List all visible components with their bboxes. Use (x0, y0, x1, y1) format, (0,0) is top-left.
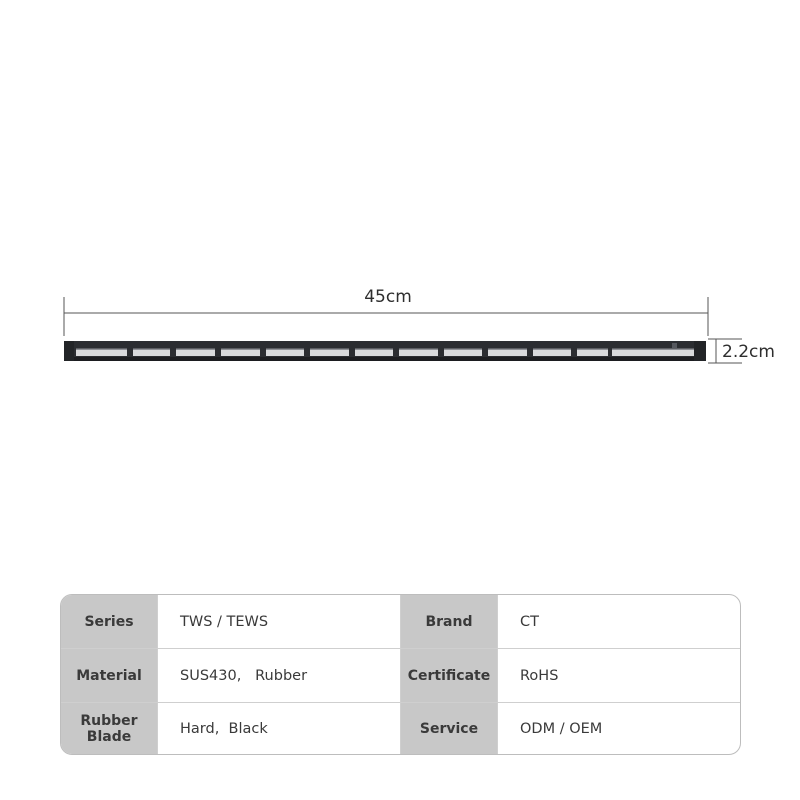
spec-value-certificate: RoHS (498, 649, 740, 703)
spec-label-rubber-blade: Rubber Blade (61, 703, 158, 754)
spec-table (60, 594, 741, 755)
spec-label-certificate: Certificate (401, 649, 498, 703)
spec-value-rubber-blade: Hard, Black (158, 703, 401, 754)
width-dimension-label: 45cm (364, 287, 412, 307)
spec-label-service: Service (401, 703, 498, 754)
spec-label-brand: Brand (401, 595, 498, 649)
height-dimension-label: 2.2cm (722, 342, 775, 362)
spec-label-series: Series (61, 595, 158, 649)
spec-value-series: TWS / TEWS (158, 595, 401, 649)
spec-value-material: SUS430, Rubber (158, 649, 401, 703)
spec-value-service: ODM / OEM (520, 720, 603, 737)
spec-value-brand: CT (498, 595, 740, 649)
squeegee-channel (64, 341, 706, 361)
spec-label-material: Material (61, 649, 158, 703)
